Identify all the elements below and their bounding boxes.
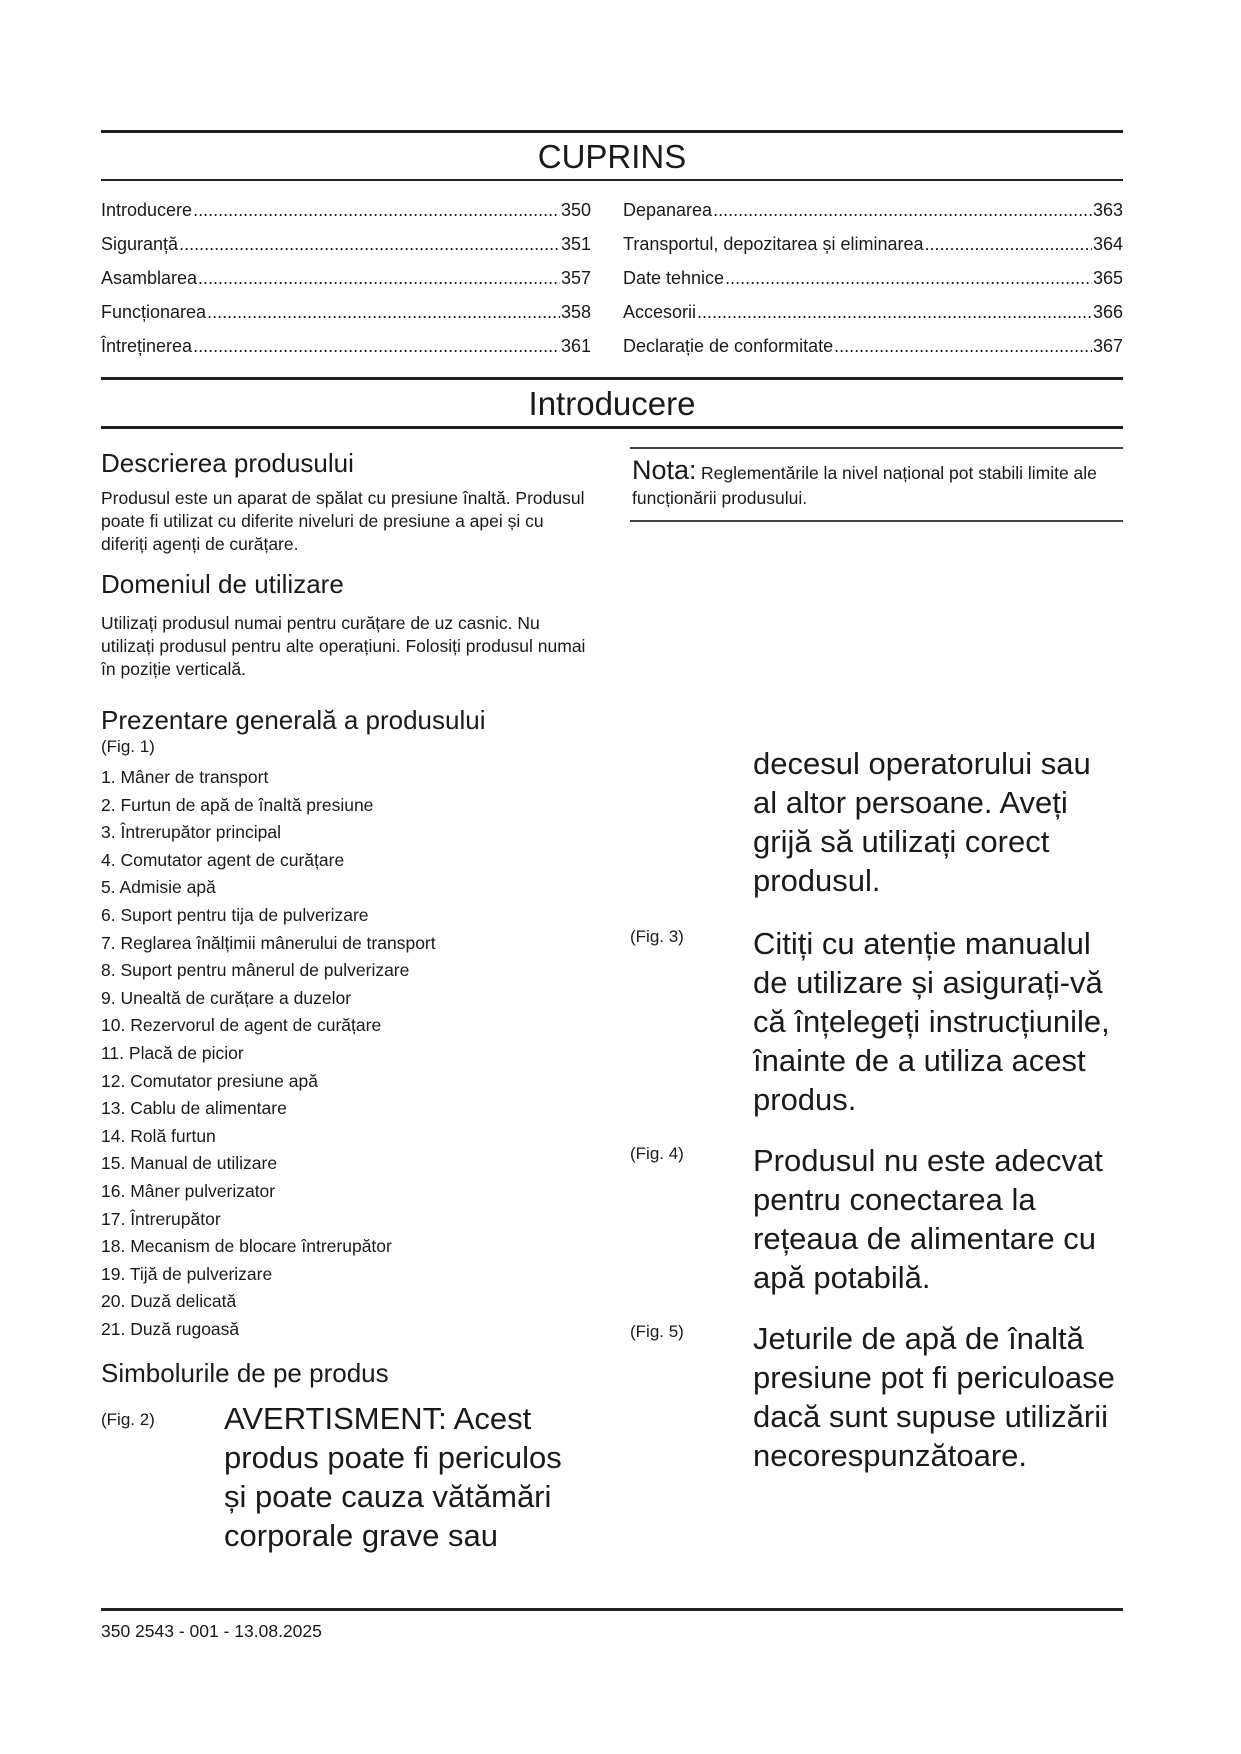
symbol-continued [630,744,1123,900]
list-item: 1. Mâner de transport [101,767,269,787]
note-box [630,447,1123,522]
list-item: 18. Mecanism de blocare întrerupător [101,1236,392,1257]
manual-page [101,130,1123,1555]
list-item: 13. Cablu de alimentare [101,1098,287,1119]
list-item: 6. Suport pentru tija de pulverizare [101,904,369,925]
list-item: 14. Rolă furtun [101,1125,216,1146]
list-item: 8. Suport pentru mânerul de pulverizare [101,960,410,981]
list-item: 12. Comutator presiune apă [101,1070,318,1091]
usage-text: Utilizați produsul numai pentru curățare de uz casnic. Nu utilizați produsul pentru alte operațiuni. Folosiți produsul numai în poziție verticală. [101,613,586,679]
toc-entry[interactable]: Introducere ..... 350 [101,193,591,227]
fig2-text: AVERTISMENT: Acest produs poate fi periculos și poate cauza vătămări corporale grave sau [224,1401,562,1554]
intro-title: Introducere [528,385,696,422]
parts-list [101,764,591,1343]
page-footer [101,1608,1123,1642]
fig4-text: Produsul nu este adecvat pentru conectarea la rețeaua de alimentare cu apă potabilă. [753,1143,1103,1295]
toc-entry[interactable]: Declarație de conformitate ..... 367 [623,329,1123,363]
list-item: 17. Întrerupător [101,1208,221,1229]
toc-entry[interactable]: Funcționarea ..... 358 [101,295,591,329]
fig5-ref: (Fig. 5) [630,1322,684,1341]
list-item: 3. Întrerupător principal [101,822,281,843]
toc-entry[interactable]: Accesorii ..... 366 [623,295,1123,329]
note-text: Reglementările la nivel național pot stabili limite ale funcționării produsului. [632,463,1097,508]
toc-right-column [623,193,1123,363]
list-item: 2. Furtun de apă de înaltă presiune [101,794,374,815]
description-text: Produsul este un aparat de spălat cu presiune înaltă. Produsul poate fi utilizat cu diferite niveluri de presiune a apei și cu diferiți agenți de curățare. [101,488,585,554]
list-item: 7. Reglarea înălțimii mânerului de transport [101,932,436,953]
list-item: 5. Admisie apă [101,877,216,898]
list-item: 20. Duză delicată [101,1291,237,1312]
symbol-fig3 [630,924,1123,1119]
note-label: Nota: [632,455,697,485]
symbols-heading: Simbolurile de pe produs [101,1358,389,1389]
fig3-ref: (Fig. 3) [630,927,684,946]
list-item: 16. Mâner pulverizator [101,1180,276,1201]
toc-entry[interactable]: Depanarea ..... 363 [623,193,1123,227]
toc-left-column [101,193,591,363]
list-item: 21. Duză rugoasă [101,1318,240,1339]
fig3-text: Citiți cu atenție manualul de utilizare și asigurați-vă că înțelegeți instrucțiunile, înainte de a utiliza acest produs. [753,926,1110,1117]
usage-heading: Domeniul de utilizare [101,569,344,599]
fig2-ref: (Fig. 2) [101,1410,155,1430]
toc-entry[interactable]: Siguranță ..... 351 [101,227,591,261]
fig2-continued-text: decesul operatorului sau al altor persoane. Aveți grijă să utilizați corect produsul. [753,746,1091,898]
footer-text: 350 2543 - 001 - 13.08.2025 [101,1621,322,1641]
overview-fig-ref: (Fig. 1) [101,737,155,756]
fig4-ref: (Fig. 4) [630,1144,684,1163]
symbol-fig5 [630,1319,1123,1475]
list-item: 15. Manual de utilizare [101,1153,278,1174]
toc-entry[interactable]: Transportul, depozitarea și eliminarea ..... 364 [623,227,1123,261]
toc-title: CUPRINS [537,138,687,175]
list-item: 11. Placă de picior [101,1042,244,1063]
intro-section [101,429,1123,1555]
overview-heading: Prezentare generală a produsului [101,705,486,735]
toc-entry[interactable]: Întreținerea ..... 361 [101,329,591,363]
fig5-text: Jeturile de apă de înaltă presiune pot fi periculoase dacă sunt supuse utilizării necorespunzătoare. [753,1321,1115,1473]
symbol-fig2 [101,1399,591,1555]
symbol-fig4 [630,1141,1123,1297]
footer-rule [101,1608,1123,1611]
list-item: 10. Rezervorul de agent de curățare [101,1015,382,1036]
toc-entry[interactable]: Asamblarea ..... 357 [101,261,591,295]
toc-entry[interactable]: Date tehnice ..... 365 [623,261,1123,295]
description-heading: Descrierea produsului [101,448,354,478]
list-item: 4. Comutator agent de curățare [101,849,345,870]
list-item: 9. Unealtă de curățare a duzelor [101,987,352,1008]
intro-left-column [101,429,591,1555]
table-of-contents [101,181,1123,377]
intro-right-column [630,429,1123,1555]
list-item: 19. Tijă de pulverizare [101,1263,273,1284]
